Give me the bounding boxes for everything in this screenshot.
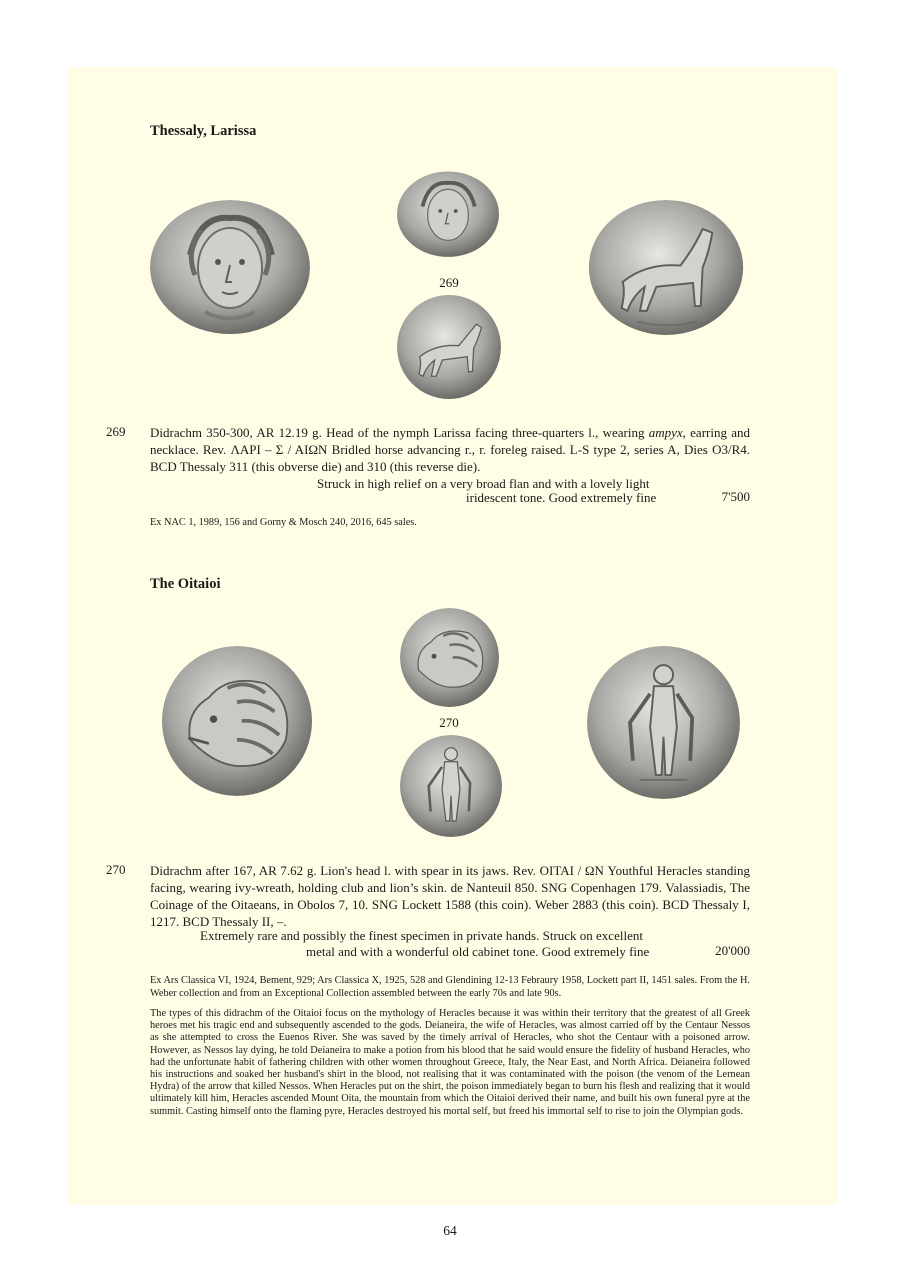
provenance-269: Ex NAC 1, 1989, 156 and Gorny & Mosch 240, 2016, 645 sales. bbox=[150, 517, 417, 528]
figure-label-270: 270 bbox=[439, 715, 459, 730]
estimate-price-269: 7'500 bbox=[721, 489, 750, 504]
lion-head-obverse-small-icon bbox=[400, 608, 499, 707]
section-heading-larissa: Thessaly, Larissa bbox=[150, 123, 257, 139]
provenance-270: Ex Ars Classica VI, 1924, Bement, 929; Ars Classica X, 1925, 528 and Glendining 12-13 Febraury 1958, Lockett part II, 1451 sales. From the H. Weber collection and from an Exceptional Collection assembled between the early 70s and late 90s. bbox=[150, 975, 750, 1000]
historical-note-270: The types of this didrachm of the Oitaioi focus on the mythology of Heracles because it was within their territory that the greatest of all Greek heroes met his tragic end and subsequently ascended to the gods. Deianeira, the wife of Heracles, was almost carried off by the Centaur Nessos as she attempted to cross the Euenos River. She was saved by the timely arrival of Heracles, who shot the Centaur with a poisoned arrow. However, as Nessos lay dying, he told Deianeira to make a potion from his blood that he said would ensure the fidelity of husband Heracles, who had the unfortunate habit of fathering children with other women throughout Greece, Italy, the Near East, and North Africa. Deianeira followed his instructions and soaked her husband's shirt in the blood, not realising that it was contaminated with the poison (the venom of the Lernean Hydra) of the arrow that killed Nessos. When Heracles put on the shirt, the poison immediately began to burn his flesh and realizing that it would ultimately kill him, Heracles ascended Mount Oita, the mountain from which the Oitaioi derived their name, and built his own funeral pyre at the summit. Casting himself onto the flaming pyre, Heracles destroyed his mortal self, but freed his immortal self to rise to join the Olympian gods. bbox=[150, 1008, 750, 1117]
description-text-continued: , earring and necklace. Rev. ΛΑΡΙ – Σ / ΑΙΩΝ Bridled horse advancing r., r. foreleg raised. L-S type 2, series A, Dies O3/R4. BCD Thessaly 311 (this obverse die) and 310 (this reverse die). bbox=[150, 425, 750, 474]
lion-head-obverse-icon bbox=[161, 646, 313, 796]
horse-reverse-icon bbox=[588, 200, 744, 335]
estimate-price-270: 20'000 bbox=[715, 943, 750, 958]
heracles-reverse-icon bbox=[587, 646, 740, 799]
page-number: 64 bbox=[443, 1223, 457, 1238]
nymph-head-obverse-small-icon bbox=[397, 162, 499, 267]
lot-description-269 bbox=[150, 424, 750, 475]
figure-label-269: 269 bbox=[439, 275, 459, 290]
lot-number-270: 270 bbox=[106, 862, 126, 877]
nymph-head-obverse-icon bbox=[150, 200, 310, 335]
condition-line-1-269: Struck in high relief on a very broad flan and with a lovely light bbox=[317, 476, 650, 491]
condition-line-2-269: iridescent tone. Good extremely fine bbox=[466, 490, 657, 505]
condition-line-1-270: Extremely rare and possibly the finest specimen in private hands. Struck on excellent bbox=[200, 928, 643, 943]
horse-reverse-small-icon bbox=[397, 293, 501, 401]
description-text: Didrachm 350-300, AR 12.19 g. Head of the nymph Larissa facing three-quarters l., wearing bbox=[150, 425, 649, 440]
lot-description-270: Didrachm after 167, AR 7.62 g. Lion's head l. with spear in its jaws. Rev. ΟΙΤΑΙ / ΩΝ Youthful Heracles standing facing, wearing ivy-wreath, holding club and lion’s skin. de Nanteuil 850. SNG Copenhagen 179. Valassiadis, The Coinage of the Oitaeans, in Obolos 7, 10. SNG Lockett 1588 (this coin). Weber 2883 (this coin). BCD Thessaly I, 1217. BCD Thessaly II, –. bbox=[150, 863, 750, 929]
section-heading-oitaioi: The Oitaioi bbox=[150, 576, 221, 592]
lot-number-269: 269 bbox=[106, 424, 126, 439]
heracles-reverse-small-icon bbox=[400, 735, 502, 837]
description-italic-term: ampyx bbox=[648, 425, 683, 440]
condition-line-2-270: metal and with a wonderful old cabinet tone. Good extremely fine bbox=[306, 944, 650, 959]
